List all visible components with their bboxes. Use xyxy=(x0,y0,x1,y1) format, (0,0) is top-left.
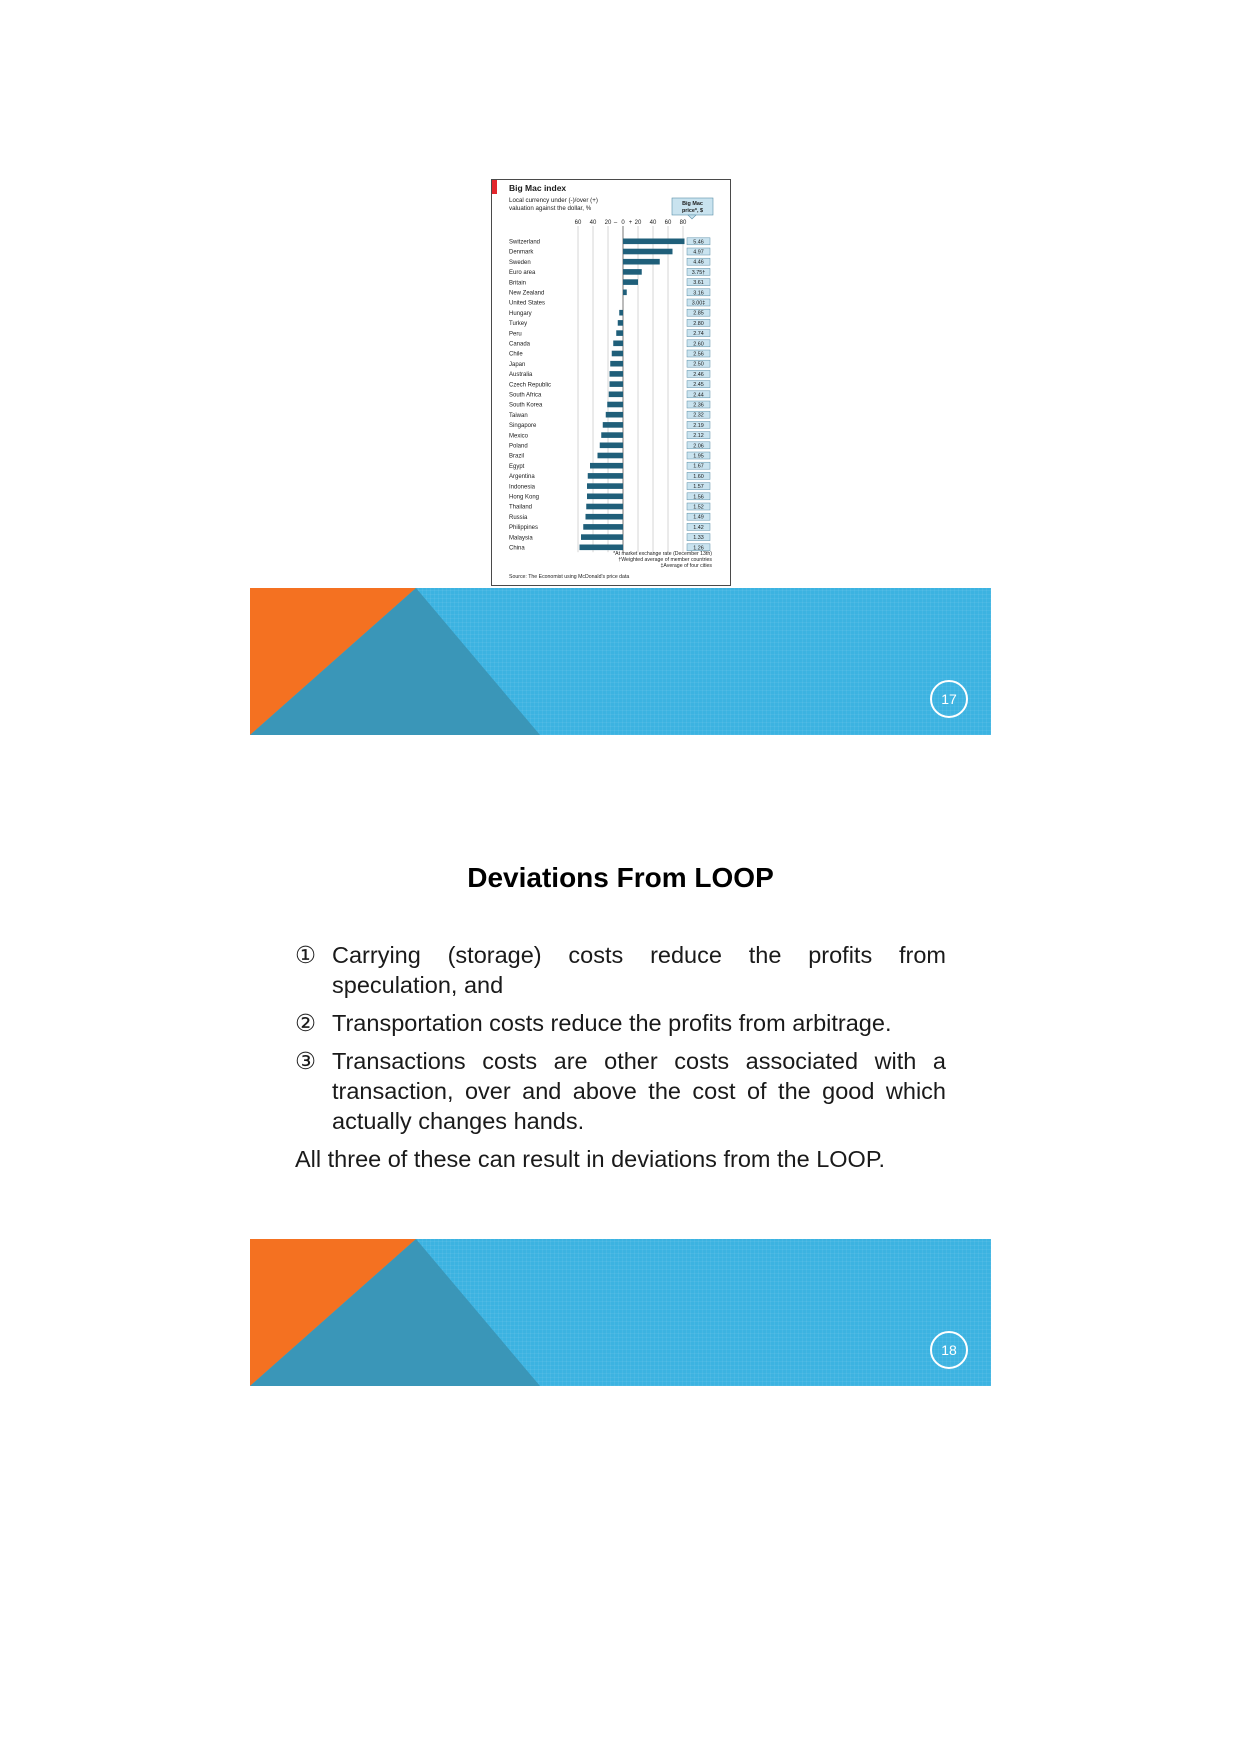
price-label: 2.80 xyxy=(693,320,704,327)
country-label: Indonesia xyxy=(509,484,536,491)
country-label: United States xyxy=(509,300,546,307)
item-text: Carrying (storage) costs reduce the profits from speculation, and xyxy=(332,942,946,998)
big-mac-chart xyxy=(492,180,730,585)
bar xyxy=(606,412,623,418)
price-label: 2.56 xyxy=(693,351,704,358)
price-label: 4.46 xyxy=(693,259,704,266)
item-marker: ① xyxy=(295,942,317,968)
country-label: Denmark xyxy=(509,249,534,256)
axis-tick-label: 60 xyxy=(574,220,582,226)
bar xyxy=(623,279,638,285)
price-label: 1.42 xyxy=(693,524,704,531)
axis-tick-label: 0 xyxy=(621,220,625,226)
country-label: Switzerland xyxy=(509,239,541,246)
country-label: Argentina xyxy=(509,474,535,481)
country-label: Hong Kong xyxy=(509,494,540,501)
bar xyxy=(580,545,624,551)
footnote-four-cities: ‡Average of four cities xyxy=(660,563,712,569)
bar xyxy=(623,290,627,296)
price-label: 3.16 xyxy=(693,290,704,297)
bar xyxy=(586,504,623,510)
bar xyxy=(601,432,623,438)
country-label: Canada xyxy=(509,341,531,348)
bar xyxy=(613,341,623,347)
footnote-exchange-rate: *At market exchange rate (December 13th) xyxy=(613,551,712,557)
price-label: 2.85 xyxy=(693,310,704,317)
page-number-badge: 18 xyxy=(930,1331,968,1369)
bar xyxy=(609,392,623,398)
price-label: 1.57 xyxy=(693,484,704,491)
axis-tick-label: 40 xyxy=(589,220,597,226)
slide-17-footer-banner xyxy=(250,588,991,735)
list-item xyxy=(295,1008,946,1038)
axis-tick-label: 80 xyxy=(679,220,687,226)
bar xyxy=(623,259,660,265)
bar xyxy=(610,371,624,377)
country-label: Russia xyxy=(509,514,528,521)
price-label: 1.67 xyxy=(693,463,704,470)
country-label: Singapore xyxy=(509,423,537,430)
bar xyxy=(587,494,623,500)
bar xyxy=(590,463,623,469)
price-header-line1: Big Mac xyxy=(682,201,703,207)
price-label: 2.74 xyxy=(693,331,704,338)
axis-tick-label: 60 xyxy=(664,220,672,226)
slide-18-footer-banner xyxy=(250,1239,991,1386)
chart-subtitle-line2: valuation against the dollar, % xyxy=(509,205,592,212)
bar xyxy=(598,453,624,459)
bar xyxy=(623,239,685,245)
list-item xyxy=(295,1046,946,1136)
country-label: Sweden xyxy=(509,259,531,266)
price-label: 1.33 xyxy=(693,535,704,542)
country-label: Britain xyxy=(509,280,527,287)
bar xyxy=(610,361,623,367)
price-header-line2: price*, $ xyxy=(682,208,703,214)
country-label: China xyxy=(509,545,525,552)
bar xyxy=(610,381,624,387)
country-label: Malaysia xyxy=(509,535,533,542)
bar xyxy=(623,249,673,255)
country-label: Peru xyxy=(509,331,522,338)
axis-tick-label: 20 xyxy=(604,220,612,226)
country-label: Japan xyxy=(509,361,526,368)
axis-tick-label: – xyxy=(613,220,618,226)
price-label: 2.06 xyxy=(693,443,704,450)
country-label: Poland xyxy=(509,443,528,450)
country-label: Taiwan xyxy=(509,412,528,419)
country-label: Thailand xyxy=(509,504,533,511)
country-label: Brazil xyxy=(509,453,525,460)
price-label: 2.32 xyxy=(693,412,704,419)
country-label: New Zealand xyxy=(509,290,545,297)
price-label: 1.56 xyxy=(693,494,704,501)
price-label: 1.95 xyxy=(693,453,704,460)
item-marker: ② xyxy=(295,1010,317,1036)
country-label: Euro area xyxy=(509,270,536,277)
chart-source: Source: The Economist using McDonald's price data xyxy=(509,574,630,580)
banner-decoration xyxy=(250,1239,991,1386)
big-mac-index-figure xyxy=(491,179,731,586)
country-label: South Korea xyxy=(509,402,543,409)
bar xyxy=(583,524,623,530)
axis-tick-label: 40 xyxy=(649,220,657,226)
bar xyxy=(618,320,623,326)
accent-tag xyxy=(492,180,497,194)
country-label: Mexico xyxy=(509,433,529,440)
item-marker: ③ xyxy=(295,1048,317,1074)
country-label: Philippines xyxy=(509,525,539,532)
price-label: 3.61 xyxy=(693,280,704,287)
price-label: 1.52 xyxy=(693,504,704,511)
price-label: 2.46 xyxy=(693,371,704,378)
slide-title: Deviations From LOOP xyxy=(467,862,774,893)
bar xyxy=(607,402,623,408)
bar xyxy=(588,473,623,479)
list-item xyxy=(295,940,946,1000)
chart-title: Big Mac index xyxy=(509,183,567,193)
price-label: 2.60 xyxy=(693,341,704,348)
price-label: 1.26 xyxy=(693,545,704,552)
bar xyxy=(616,330,623,336)
country-label: Chile xyxy=(509,351,523,358)
summary-text: All three of these can result in deviations from the LOOP. xyxy=(295,1146,885,1172)
country-label: South Africa xyxy=(509,392,542,399)
price-label: 2.50 xyxy=(693,361,704,368)
price-label: 2.45 xyxy=(693,382,704,389)
price-label: 2.44 xyxy=(693,392,704,399)
price-label: 3.75† xyxy=(691,269,706,276)
price-label: 2.19 xyxy=(693,422,704,429)
banner-decoration xyxy=(250,588,991,735)
axis-tick-label: 20 xyxy=(634,220,642,226)
bar xyxy=(581,534,623,540)
footnote-weighted-average: †Weighted average of member countries xyxy=(618,557,712,563)
bar xyxy=(587,483,623,489)
price-label: 3.00‡ xyxy=(691,300,706,307)
price-label: 2.36 xyxy=(693,402,704,409)
price-label: 2.12 xyxy=(693,433,704,440)
price-label: 1.49 xyxy=(693,514,704,521)
price-header-pointer xyxy=(688,215,696,219)
bar xyxy=(586,514,624,520)
price-label: 4.97 xyxy=(693,249,704,256)
bar xyxy=(623,269,642,275)
axis-tick-label: + xyxy=(628,220,633,226)
bar xyxy=(603,422,623,428)
chart-subtitle-line1: Local currency under (-)/over (+) xyxy=(509,197,598,204)
price-label: 1.60 xyxy=(693,473,704,480)
bar xyxy=(600,443,623,449)
country-label: Hungary xyxy=(509,310,532,317)
country-label: Turkey xyxy=(509,321,528,328)
price-label: 5.46 xyxy=(693,239,704,246)
item-text: Transactions costs are other costs associated with a transaction, over and above the cost of the good which actually changes hands. xyxy=(332,1048,946,1134)
bar xyxy=(619,310,623,316)
country-label: Australia xyxy=(509,372,533,379)
item-text: Transportation costs reduce the profits from arbitrage. xyxy=(332,1010,892,1036)
country-label: Egypt xyxy=(509,463,525,470)
bar xyxy=(612,351,623,357)
country-label: Czech Republic xyxy=(509,382,552,389)
page-number-badge: 17 xyxy=(930,680,968,718)
